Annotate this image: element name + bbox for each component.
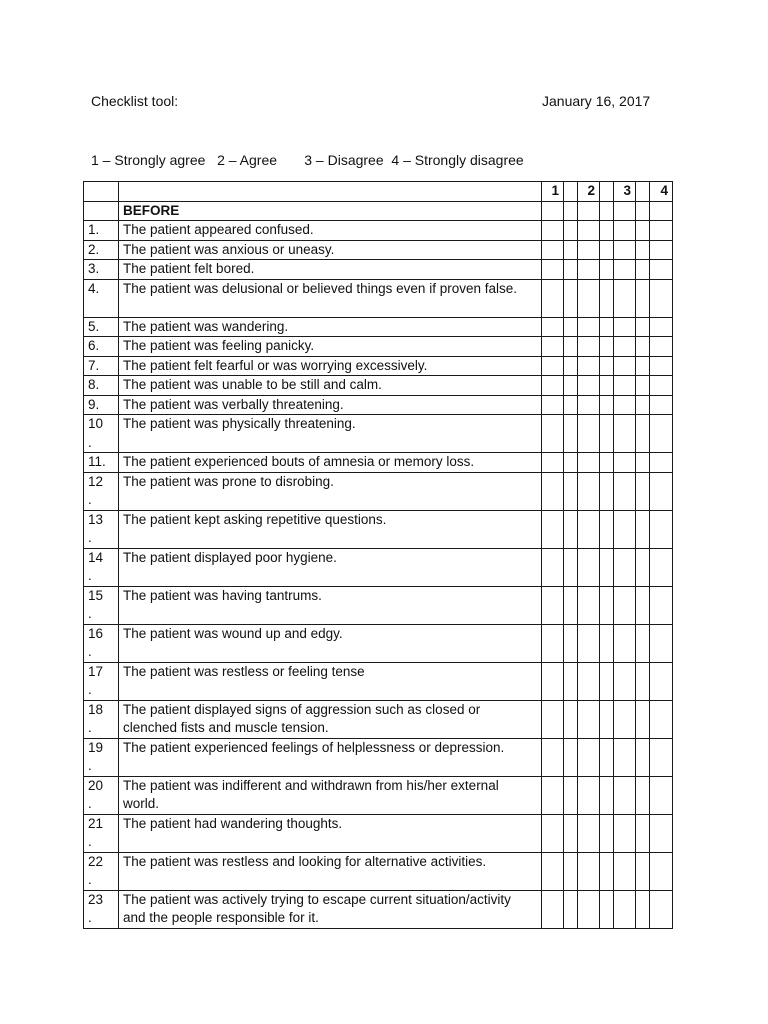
item-number: 9. <box>84 395 119 415</box>
header-blank-stmt <box>119 182 542 202</box>
table-row <box>84 662 673 700</box>
spacer-cell <box>600 852 614 890</box>
rating-cell-1[interactable] <box>542 337 564 357</box>
rating-cell-4[interactable] <box>650 415 673 453</box>
rating-cell-1[interactable] <box>542 356 564 376</box>
rating-cell-4[interactable] <box>650 738 673 776</box>
spacer-cell <box>636 890 650 928</box>
rating-cell-2[interactable] <box>578 356 600 376</box>
rating-cell-3[interactable] <box>614 852 636 890</box>
rating-cell-4[interactable] <box>650 356 673 376</box>
spacer-cell <box>564 510 578 548</box>
spacer-cell <box>636 182 650 202</box>
rating-cell-2[interactable] <box>578 472 600 510</box>
rating-cell-3[interactable] <box>614 700 636 738</box>
rating-cell-4[interactable] <box>650 279 673 317</box>
table-row <box>84 472 673 510</box>
item-number: 11. <box>84 453 119 473</box>
spacer-cell <box>600 453 614 473</box>
item-number: 5. <box>84 317 119 337</box>
rating-cell-2[interactable] <box>578 548 600 586</box>
spacer-cell <box>600 472 614 510</box>
item-number: 18 . <box>84 700 119 738</box>
rating-cell-2[interactable] <box>578 415 600 453</box>
item-statement: The patient was feeling panicky. <box>119 337 542 357</box>
item-number: 7. <box>84 356 119 376</box>
rating-cell-4[interactable] <box>650 662 673 700</box>
spacer-cell <box>600 662 614 700</box>
spacer-cell <box>564 395 578 415</box>
rating-cell[interactable] <box>542 201 564 221</box>
table-row <box>84 890 673 928</box>
item-statement: The patient was having tantrums. <box>119 586 542 624</box>
spacer-cell <box>636 201 650 221</box>
item-number: 16 . <box>84 624 119 662</box>
rating-cell-3[interactable] <box>614 415 636 453</box>
rating-cell-1[interactable] <box>542 700 564 738</box>
spacer-cell <box>636 586 650 624</box>
spacer-cell <box>636 221 650 241</box>
spacer-cell <box>564 776 578 814</box>
rating-cell-2[interactable] <box>578 240 600 260</box>
spacer-cell <box>636 776 650 814</box>
spacer-cell <box>636 337 650 357</box>
rating-cell-4[interactable] <box>650 586 673 624</box>
rating-cell-3[interactable] <box>614 279 636 317</box>
item-number: 22 . <box>84 852 119 890</box>
spacer-cell <box>636 624 650 662</box>
spacer-cell <box>600 376 614 396</box>
spacer-cell <box>564 356 578 376</box>
table-row <box>84 852 673 890</box>
rating-cell-3[interactable] <box>614 890 636 928</box>
spacer-cell <box>636 279 650 317</box>
item-statement: The patient had wandering thoughts. <box>119 814 542 852</box>
table-row <box>84 260 673 280</box>
rating-scale-legend: 1 – Strongly agree 2 – Agree 3 – Disagree 4 – Strongly disagree <box>91 152 524 168</box>
item-statement: The patient was unable to be still and calm. <box>119 376 542 396</box>
rating-cell-2[interactable] <box>578 337 600 357</box>
spacer-cell <box>600 182 614 202</box>
spacer-cell <box>636 700 650 738</box>
item-statement: The patient experienced bouts of amnesia or memory loss. <box>119 453 542 473</box>
item-statement: The patient was wandering. <box>119 317 542 337</box>
item-number: 2. <box>84 240 119 260</box>
table-row <box>84 738 673 776</box>
rating-cell[interactable] <box>578 201 600 221</box>
item-statement: The patient was verbally threatening. <box>119 395 542 415</box>
rating-cell-4[interactable] <box>650 221 673 241</box>
item-statement: The patient was prone to disrobing. <box>119 472 542 510</box>
spacer-cell <box>636 472 650 510</box>
rating-cell-2[interactable] <box>578 510 600 548</box>
rating-cell-3[interactable] <box>614 260 636 280</box>
document-title: Checklist tool: <box>91 93 179 109</box>
item-number: 4. <box>84 279 119 317</box>
table-row <box>84 814 673 852</box>
item-statement: The patient was restless and looking for alternative activities. <box>119 852 542 890</box>
table-header-row <box>84 182 673 202</box>
rating-cell-1[interactable] <box>542 279 564 317</box>
rating-cell-1[interactable] <box>542 453 564 473</box>
rating-cell-3[interactable] <box>614 472 636 510</box>
spacer-cell <box>564 662 578 700</box>
column-header-3: 3 <box>614 182 636 202</box>
rating-cell-2[interactable] <box>578 453 600 473</box>
rating-cell-1[interactable] <box>542 738 564 776</box>
table-row <box>84 337 673 357</box>
rating-cell-3[interactable] <box>614 662 636 700</box>
rating-cell-2[interactable] <box>578 852 600 890</box>
rating-cell-3[interactable] <box>614 586 636 624</box>
rating-cell-3[interactable] <box>614 317 636 337</box>
item-statement: The patient was anxious or uneasy. <box>119 240 542 260</box>
rating-cell-3[interactable] <box>614 221 636 241</box>
spacer-cell <box>600 776 614 814</box>
item-number: 8. <box>84 376 119 396</box>
rating-cell-4[interactable] <box>650 453 673 473</box>
spacer-cell <box>636 662 650 700</box>
spacer-cell <box>636 738 650 776</box>
spacer-cell <box>600 415 614 453</box>
rating-cell-1[interactable] <box>542 376 564 396</box>
item-statement: The patient displayed signs of aggression such as closed or clenched fists and muscle tension. <box>119 700 542 738</box>
item-number: 21 . <box>84 814 119 852</box>
rating-cell-4[interactable] <box>650 700 673 738</box>
spacer-cell <box>600 814 614 852</box>
spacer-cell <box>564 279 578 317</box>
item-number: 1. <box>84 221 119 241</box>
spacer-cell <box>600 240 614 260</box>
rating-cell-2[interactable] <box>578 624 600 662</box>
item-statement: The patient was wound up and edgy. <box>119 624 542 662</box>
rating-cell-3[interactable] <box>614 376 636 396</box>
table-row <box>84 586 673 624</box>
rating-cell[interactable] <box>650 201 673 221</box>
rating-cell-4[interactable] <box>650 814 673 852</box>
item-statement: The patient displayed poor hygiene. <box>119 548 542 586</box>
rating-cell-1[interactable] <box>542 662 564 700</box>
spacer-cell <box>564 852 578 890</box>
item-number: 13 . <box>84 510 119 548</box>
spacer-cell <box>564 376 578 396</box>
column-header-1: 1 <box>542 182 564 202</box>
rating-cell-1[interactable] <box>542 852 564 890</box>
item-number: 14 . <box>84 548 119 586</box>
rating-cell-1[interactable] <box>542 415 564 453</box>
spacer-cell <box>564 415 578 453</box>
item-number: 20 . <box>84 776 119 814</box>
item-statement: The patient was physically threatening. <box>119 415 542 453</box>
rating-cell-2[interactable] <box>578 814 600 852</box>
document-date: January 16, 2017 <box>542 93 651 109</box>
rating-cell-2[interactable] <box>578 738 600 776</box>
spacer-cell <box>600 510 614 548</box>
rating-cell-2[interactable] <box>578 260 600 280</box>
spacer-cell <box>564 337 578 357</box>
rating-cell-2[interactable] <box>578 279 600 317</box>
spacer-cell <box>564 814 578 852</box>
item-number: 15 . <box>84 586 119 624</box>
spacer-cell <box>600 738 614 776</box>
spacer-cell <box>564 586 578 624</box>
item-statement: The patient was indifferent and withdrawn from his/her external world. <box>119 776 542 814</box>
spacer-cell <box>600 890 614 928</box>
spacer-cell <box>564 240 578 260</box>
rating-cell-4[interactable] <box>650 317 673 337</box>
item-statement: The patient felt fearful or was worrying excessively. <box>119 356 542 376</box>
spacer-cell <box>564 738 578 776</box>
spacer-cell <box>564 890 578 928</box>
spacer-cell <box>600 337 614 357</box>
item-statement: The patient appeared confused. <box>119 221 542 241</box>
rating-cell-2[interactable] <box>578 662 600 700</box>
spacer-cell <box>600 356 614 376</box>
item-statement: The patient was delusional or believed things even if proven false. <box>119 279 542 317</box>
spacer-cell <box>600 395 614 415</box>
item-number: 10 . <box>84 415 119 453</box>
spacer-cell <box>564 624 578 662</box>
spacer-cell <box>564 201 578 221</box>
spacer-cell <box>564 182 578 202</box>
rating-cell-4[interactable] <box>650 852 673 890</box>
item-statement: The patient kept asking repetitive questions. <box>119 510 542 548</box>
rating-cell-3[interactable] <box>614 814 636 852</box>
rating-cell-2[interactable] <box>578 890 600 928</box>
rating-cell-1[interactable] <box>542 395 564 415</box>
item-number: 19 . <box>84 738 119 776</box>
table-row <box>84 221 673 241</box>
item-statement: The patient experienced feelings of helplessness or depression. <box>119 738 542 776</box>
rating-cell-1[interactable] <box>542 548 564 586</box>
header-blank-num <box>84 182 119 202</box>
rating-cell-3[interactable] <box>614 337 636 357</box>
rating-cell-3[interactable] <box>614 453 636 473</box>
spacer-cell <box>600 624 614 662</box>
rating-cell-1[interactable] <box>542 221 564 241</box>
rating-cell-3[interactable] <box>614 776 636 814</box>
table-row <box>84 317 673 337</box>
spacer-cell <box>600 260 614 280</box>
table-row <box>84 279 673 317</box>
table-row <box>84 395 673 415</box>
rating-cell-4[interactable] <box>650 376 673 396</box>
spacer-cell <box>564 700 578 738</box>
spacer-cell <box>636 240 650 260</box>
rating-cell-3[interactable] <box>614 738 636 776</box>
spacer-cell <box>636 317 650 337</box>
table-row <box>84 510 673 548</box>
spacer-cell <box>600 221 614 241</box>
section-label: BEFORE <box>119 201 542 221</box>
table-row <box>84 415 673 453</box>
rating-cell-3[interactable] <box>614 356 636 376</box>
item-statement: The patient was actively trying to escape current situation/activity and the people responsible for it. <box>119 890 542 928</box>
rating-cell-2[interactable] <box>578 700 600 738</box>
spacer-cell <box>636 852 650 890</box>
rating-cell-3[interactable] <box>614 624 636 662</box>
spacer-cell <box>636 356 650 376</box>
rating-cell-2[interactable] <box>578 586 600 624</box>
table-row <box>84 700 673 738</box>
item-number: 3. <box>84 260 119 280</box>
rating-cell-1[interactable] <box>542 624 564 662</box>
spacer-cell <box>636 453 650 473</box>
rating-cell-1[interactable] <box>542 317 564 337</box>
item-statement: The patient felt bored. <box>119 260 542 280</box>
rating-cell-1[interactable] <box>542 586 564 624</box>
table-row <box>84 548 673 586</box>
spacer-cell <box>564 221 578 241</box>
rating-cell-4[interactable] <box>650 510 673 548</box>
checklist-table <box>83 181 673 929</box>
spacer-cell <box>600 201 614 221</box>
column-header-4: 4 <box>650 182 673 202</box>
section-row <box>84 201 673 221</box>
rating-cell-1[interactable] <box>542 890 564 928</box>
spacer-cell <box>600 700 614 738</box>
spacer-cell <box>564 548 578 586</box>
rating-cell-4[interactable] <box>650 337 673 357</box>
spacer-cell <box>636 415 650 453</box>
table-row <box>84 240 673 260</box>
rating-cell-1[interactable] <box>542 240 564 260</box>
spacer-cell <box>600 317 614 337</box>
rating-cell-3[interactable] <box>614 548 636 586</box>
spacer-cell <box>636 814 650 852</box>
spacer-cell <box>564 453 578 473</box>
spacer-cell <box>636 260 650 280</box>
rating-cell-4[interactable] <box>650 776 673 814</box>
table-row <box>84 356 673 376</box>
rating-cell-3[interactable] <box>614 240 636 260</box>
rating-cell-2[interactable] <box>578 376 600 396</box>
rating-cell-4[interactable] <box>650 395 673 415</box>
spacer-cell <box>564 472 578 510</box>
spacer-cell <box>600 548 614 586</box>
rating-cell-2[interactable] <box>578 395 600 415</box>
rating-cell-1[interactable] <box>542 260 564 280</box>
rating-cell-1[interactable] <box>542 510 564 548</box>
item-statement: The patient was restless or feeling tense <box>119 662 542 700</box>
rating-cell-3[interactable] <box>614 510 636 548</box>
item-number: 23 . <box>84 890 119 928</box>
spacer-cell <box>564 317 578 337</box>
rating-cell-1[interactable] <box>542 814 564 852</box>
rating-cell-1[interactable] <box>542 776 564 814</box>
column-header-2: 2 <box>578 182 600 202</box>
table-row <box>84 624 673 662</box>
rating-cell-3[interactable] <box>614 395 636 415</box>
rating-cell-4[interactable] <box>650 890 673 928</box>
section-blank-num <box>84 201 119 221</box>
item-number: 6. <box>84 337 119 357</box>
spacer-cell <box>636 548 650 586</box>
spacer-cell <box>636 395 650 415</box>
rating-cell-4[interactable] <box>650 240 673 260</box>
spacer-cell <box>564 260 578 280</box>
rating-cell-4[interactable] <box>650 624 673 662</box>
rating-cell-2[interactable] <box>578 776 600 814</box>
rating-cell-4[interactable] <box>650 472 673 510</box>
rating-cell-1[interactable] <box>542 472 564 510</box>
spacer-cell <box>600 279 614 317</box>
spacer-cell <box>636 376 650 396</box>
rating-cell[interactable] <box>614 201 636 221</box>
table-row <box>84 776 673 814</box>
item-number: 12 . <box>84 472 119 510</box>
spacer-cell <box>636 510 650 548</box>
item-number: 17 . <box>84 662 119 700</box>
table-row <box>84 376 673 396</box>
rating-cell-2[interactable] <box>578 317 600 337</box>
rating-cell-4[interactable] <box>650 260 673 280</box>
rating-cell-4[interactable] <box>650 548 673 586</box>
table-row <box>84 453 673 473</box>
rating-cell-2[interactable] <box>578 221 600 241</box>
spacer-cell <box>600 586 614 624</box>
